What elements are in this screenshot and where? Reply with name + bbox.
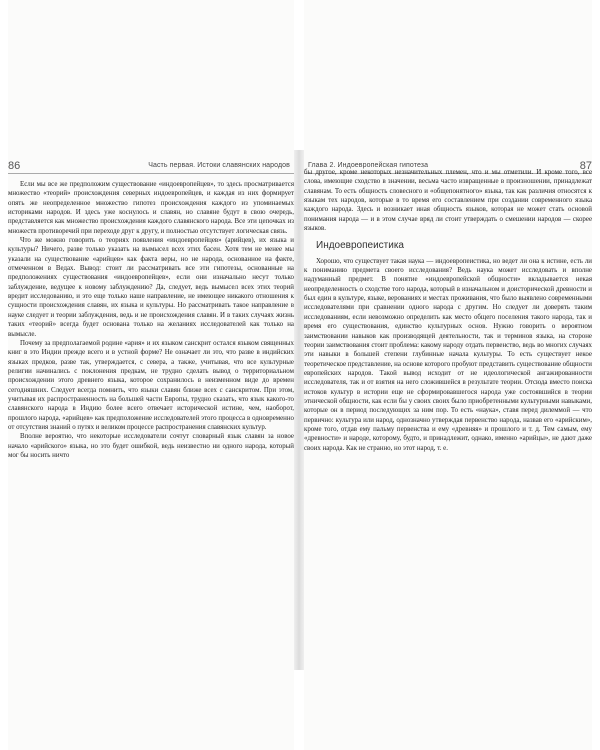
section-title: Индоевропеистика [316,240,404,252]
left-running-head: Часть первая. Истоки славянских народов [148,162,290,169]
left-paragraph: Если мы все же предположим существование «индоевропейцев», то здесь просматривается множество «теорий» происхождения северных индоевропейцев, и каждая из них формирует опять же неопределенное множество гипотез происхождения каждого из упоминаемых историками народов. И здесь уже коснулось и славян, но славяне будут в свою очередь, представляется как множество происхождения каждого славянского народа. Все эти цепочках из множеств противоречий при переходе друг к другу, и полностью отсутствует логическая связь. [8,181,294,235]
right-running-head: Глава 2. Индоевропейская гипотеза [308,162,429,169]
book-gutter [294,150,304,670]
left-paragraph: Вполне вероятно, что некоторые исследователи сочтут словарный язык славян за новое начало «арийского» языка, но это будет ошибкой, ведь неизвестно ни одного народа, который мог бы носить ничто [8,433,294,459]
right-page-number: 87 [579,160,592,172]
left-page-body [8,180,294,690]
left-page [8,0,294,750]
left-page-header [8,160,294,172]
left-paragraph: Почему за предполагаемой родине «ария» и их языком санскрит остался языком священных книг в это Индии прежде всего и в устной форме? Не означает ли это, что разве в индийских языках предков, разве так, утверждается, с севера, а также, учитывая, что все культурные религии начинались с поклонения предкам, не трудно сделать вывод о территориальном происхождении этого древнего языка, которое сохранилось в неизменном виде до времен сегодняшних. Следует всегда помнить, что языки славян ближе всех с санскритом. При этом, учитывая их распространенность на большей части Европы, трудно сказать, что язык какого-то славянского народа в Индию более всего отвечает исторической истине, чем, наоборот, прошлого народа, «арийцев» как предположение исследователей этого процесса в одновременно от отсутствия знаний о путях и великом процессе распространения славянских культур. [8,339,294,431]
left-paragraph: Что же можно говорить о теориях появления «индоевропейцев» (арийцев), их языка и культуры? Ничего, разве только указать на вымысел всех этих басен. Хотя тем не менее мы указали на существование «арийцев» как факта веры, но не народа, основанное на факте, отмеченном в Ведах. Вывод: стоит ли рассматривать все эти гипотезы, основанные на предположениях существования «индоевропейцев», если они изначально несут только заблуждение, ведущее к новому заблуждению? Да, следует, ведь вымысел всех этих теорий вредит исследованию, и это еще только наше направление, не имеющее никакого отношения к сущности происхождения славян, их языка и культуры. Но рассматривать такое направление в науке следует и теории заблуждения, ведь и не происхождения славян. И в таких случаях жизнь таких «теорий» всегда будет основана только на желаниях исследователей как только на вымысле. [8,237,294,338]
right-page [304,0,592,750]
right-paragraph: Хорошо, что существует такая наука — индоевропеистика, но ведет ли она к истине, есть ли к пониманию предмета своего исследования? Ведь наука может исследовать и вполне надуманный предмет. В понятие «индоевропейской общности» вкладывается некая неопределенность о сходстве того народа, который в изначальном и доисторической древности и был един в культуре, языке, верованиях и местах проживания, что было выявлено современными исследователями при сравнении одного народа с другим. Но следует ли доверять таким исследованиям, если невозможно определить как место общего поселения такого народа, так и время его существования, единство культурных основ. Нужно говорить о вероятном заимствовании навыков как производящей деятельности, так и терминов языка, на стороне теории заимствования стоит проблема: какому народу отдать первенство, ведь во многих случаях эти навыки в большей степени глубинные начала культуры. То есть существует некое теоретическое представление, на основе которого пробуют представить существование общности европейских народов. Такой вывод исходит от не идеологической ангажированности исследователя, так и от взятия на него сложившейся в результате теории. Отсюда вместо поиска истоков культур в истории еще не сформировавшегося народа уже состоявшийся в теории этнической общности, как если бы у своих своих было приобретенными культурными навыками, которые он в период последующих за ним пор. То есть «наука», ставя перед дилеммой — что первично: культура или народ, однозначно утверждая первенство народа, назвав его «арийским», кроме того, отдав ему пальму первенства и ему «древняя» и прошлого и т. д. Тем самым, ему «древности» и народе, которому, будто, и принадлежит, однако, именно «арийцы», не дают даже своих народа. Как не странно, но этот народ, т. е. [304,257,592,452]
right-paragraph: бы другое, кроме некоторых незначительных племен, что и мы отметили. И кроме того, все слова, имеющие сходство в значении, весьма часто извращенные в произношении, принадлежат славянам. То есть общность словесного и «общепонятного» языка, так как различия относятся к языкам тех народов, которые в то время его составлением при создании современного языка каждого народа. Здесь и возникает иная общность языков, которая не может стать основой понимания народа — и в этом случае вряд ли стоит утверждать о смешении народов — скорее языков. [304,169,592,233]
left-page-number: 86 [8,160,21,172]
left-header-rule [8,173,294,174]
right-page-body [304,168,592,690]
